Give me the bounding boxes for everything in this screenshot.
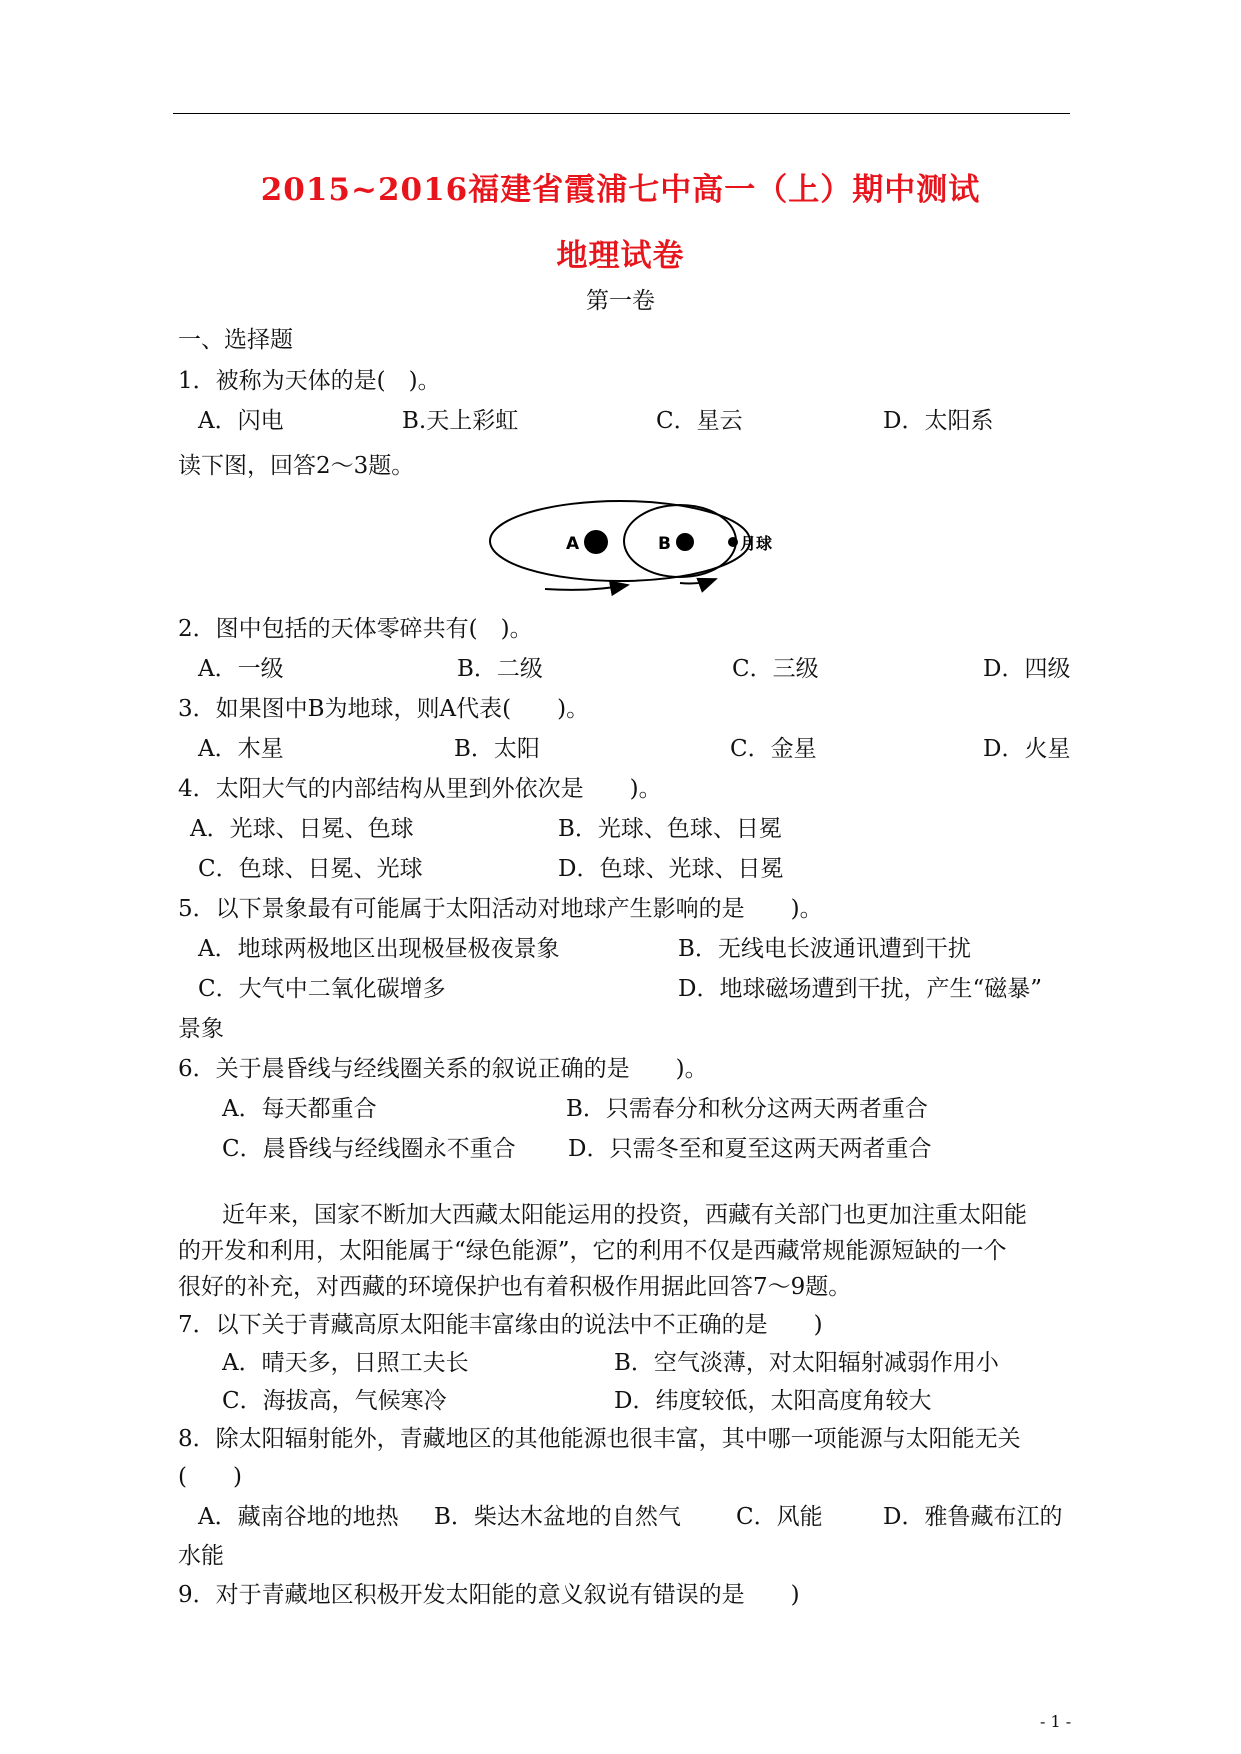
q5-stem: 5．以下景象最有可能属于太阳活动对地球产生影响的是 )。 [178, 896, 823, 922]
q7-option-b: B．空气淡薄，对太阳辐射减弱作用小 [614, 1350, 999, 1376]
passage-line-1: 近年来，国家不断加大西藏太阳能运用的投资，西藏有关部门也更加注重太阳能 [222, 1202, 1027, 1228]
body-moon [728, 537, 738, 547]
q8-option-d: D．雅鲁藏布江的 [883, 1504, 1063, 1530]
q8-option-c: C．风能 [736, 1504, 823, 1530]
label-b: B [658, 534, 671, 554]
q6-option-b: B．只需春分和秋分这两天两者重合 [566, 1096, 928, 1122]
q4-stem: 4．太阳大气的内部结构从里到外依次是 )。 [178, 776, 662, 802]
q1-option-c: C．星云 [656, 408, 743, 434]
q4-option-d: D．色球、光球、日冕 [558, 856, 784, 882]
passage-line-2: 的开发和利用，太阳能属于“绿色能源”，它的利用不仅是西藏常规能源短缺的一个 [178, 1238, 1007, 1264]
q4-option-a: A．光球、日冕、色球 [190, 816, 414, 842]
section-heading: 一、选择题 [178, 327, 293, 353]
body-a [584, 530, 608, 554]
q6-option-d: D．只需冬至和夏至这两天两者重合 [568, 1136, 932, 1162]
q1-option-a: A．闪电 [198, 408, 284, 434]
q8-stem: 8．除太阳辐射能外，青藏地区的其他能源也很丰富，其中哪一项能源与太阳能无关 [178, 1426, 1021, 1452]
q3-stem: 3．如果图中B为地球，则A代表( )。 [178, 696, 590, 722]
label-moon: 月球 [740, 534, 773, 553]
q1-stem: 1．被称为天体的是( )。 [178, 368, 441, 394]
q8-option-d-continued: 水能 [178, 1543, 224, 1569]
q7-stem: 7．以下关于青藏高原太阳能丰富缘由的说法中不正确的是 ) [178, 1312, 823, 1338]
q2-option-c: C．三级 [732, 656, 819, 682]
orbit-arrow-b [680, 579, 716, 584]
q4-option-b: B．光球、色球、日冕 [558, 816, 782, 842]
q5-option-a: A．地球两极地区出现极昼极夜景象 [198, 936, 560, 962]
q2-option-a: A．一级 [198, 656, 284, 682]
q4-option-c: C．色球、日冕、光球 [198, 856, 423, 882]
exam-subtitle: 地理试卷 [556, 238, 685, 274]
exam-title: 2015~2016福建省霞浦七中高一（上）期中测试 [260, 172, 981, 208]
q7-option-d: D．纬度较低，太阳高度角较大 [614, 1388, 932, 1414]
q3-option-c: C．金星 [730, 736, 817, 762]
q8-option-b: B．柴达木盆地的自然气 [434, 1504, 681, 1530]
header-rule [173, 113, 1070, 114]
q6-stem: 6．关于晨昏线与经线圈关系的叙说正确的是 )。 [178, 1056, 708, 1082]
passage-line-3: 很好的补充，对西藏的环境保护也有着积极作用据此回答7～9题。 [178, 1274, 852, 1300]
q3-option-a: A．木星 [198, 736, 284, 762]
orbit-diagram [470, 497, 800, 607]
q2-option-d: D．四级 [983, 656, 1071, 682]
q8-stem-blank: ( ) [178, 1464, 242, 1490]
q5-option-c: C．大气中二氧化碳增多 [198, 976, 446, 1002]
volume-heading: 第一卷 [586, 288, 655, 314]
q1-option-d: D．太阳系 [883, 408, 994, 434]
q2-stem: 2．图中包括的天体零碎共有( )。 [178, 616, 533, 642]
q5-option-d-continued: 景象 [178, 1016, 224, 1042]
q9-stem: 9．对于青藏地区积极开发太阳能的意义叙说有错误的是 ) [178, 1582, 800, 1608]
label-a: A [566, 534, 580, 554]
q3-option-b: B．太阳 [454, 736, 540, 762]
q5-option-b: B．无线电长波通讯遭到干扰 [678, 936, 971, 962]
q8-option-a: A．藏南谷地的地热 [198, 1504, 399, 1530]
body-b [676, 533, 694, 551]
earth-orbit-ellipse [490, 501, 750, 581]
page-number: - 1 - [1040, 1712, 1072, 1731]
q6-option-c: C．晨昏线与经线圈永不重合 [222, 1136, 516, 1162]
q6-option-a: A．每天都重合 [222, 1096, 377, 1122]
q1-option-b: B.天上彩虹 [402, 408, 519, 434]
q7-option-c: C．海拔高，气候寒冷 [222, 1388, 447, 1414]
q2-option-b: B．二级 [457, 656, 543, 682]
q5-option-d: D．地球磁场遭到干扰，产生“磁暴” [678, 976, 1042, 1002]
q7-option-a: A．晴天多，日照工夫长 [222, 1350, 469, 1376]
q3-option-d: D．火星 [983, 736, 1071, 762]
orbit-arrow-a [545, 585, 628, 590]
figure-instruction: 读下图，回答2～3题。 [178, 453, 415, 479]
